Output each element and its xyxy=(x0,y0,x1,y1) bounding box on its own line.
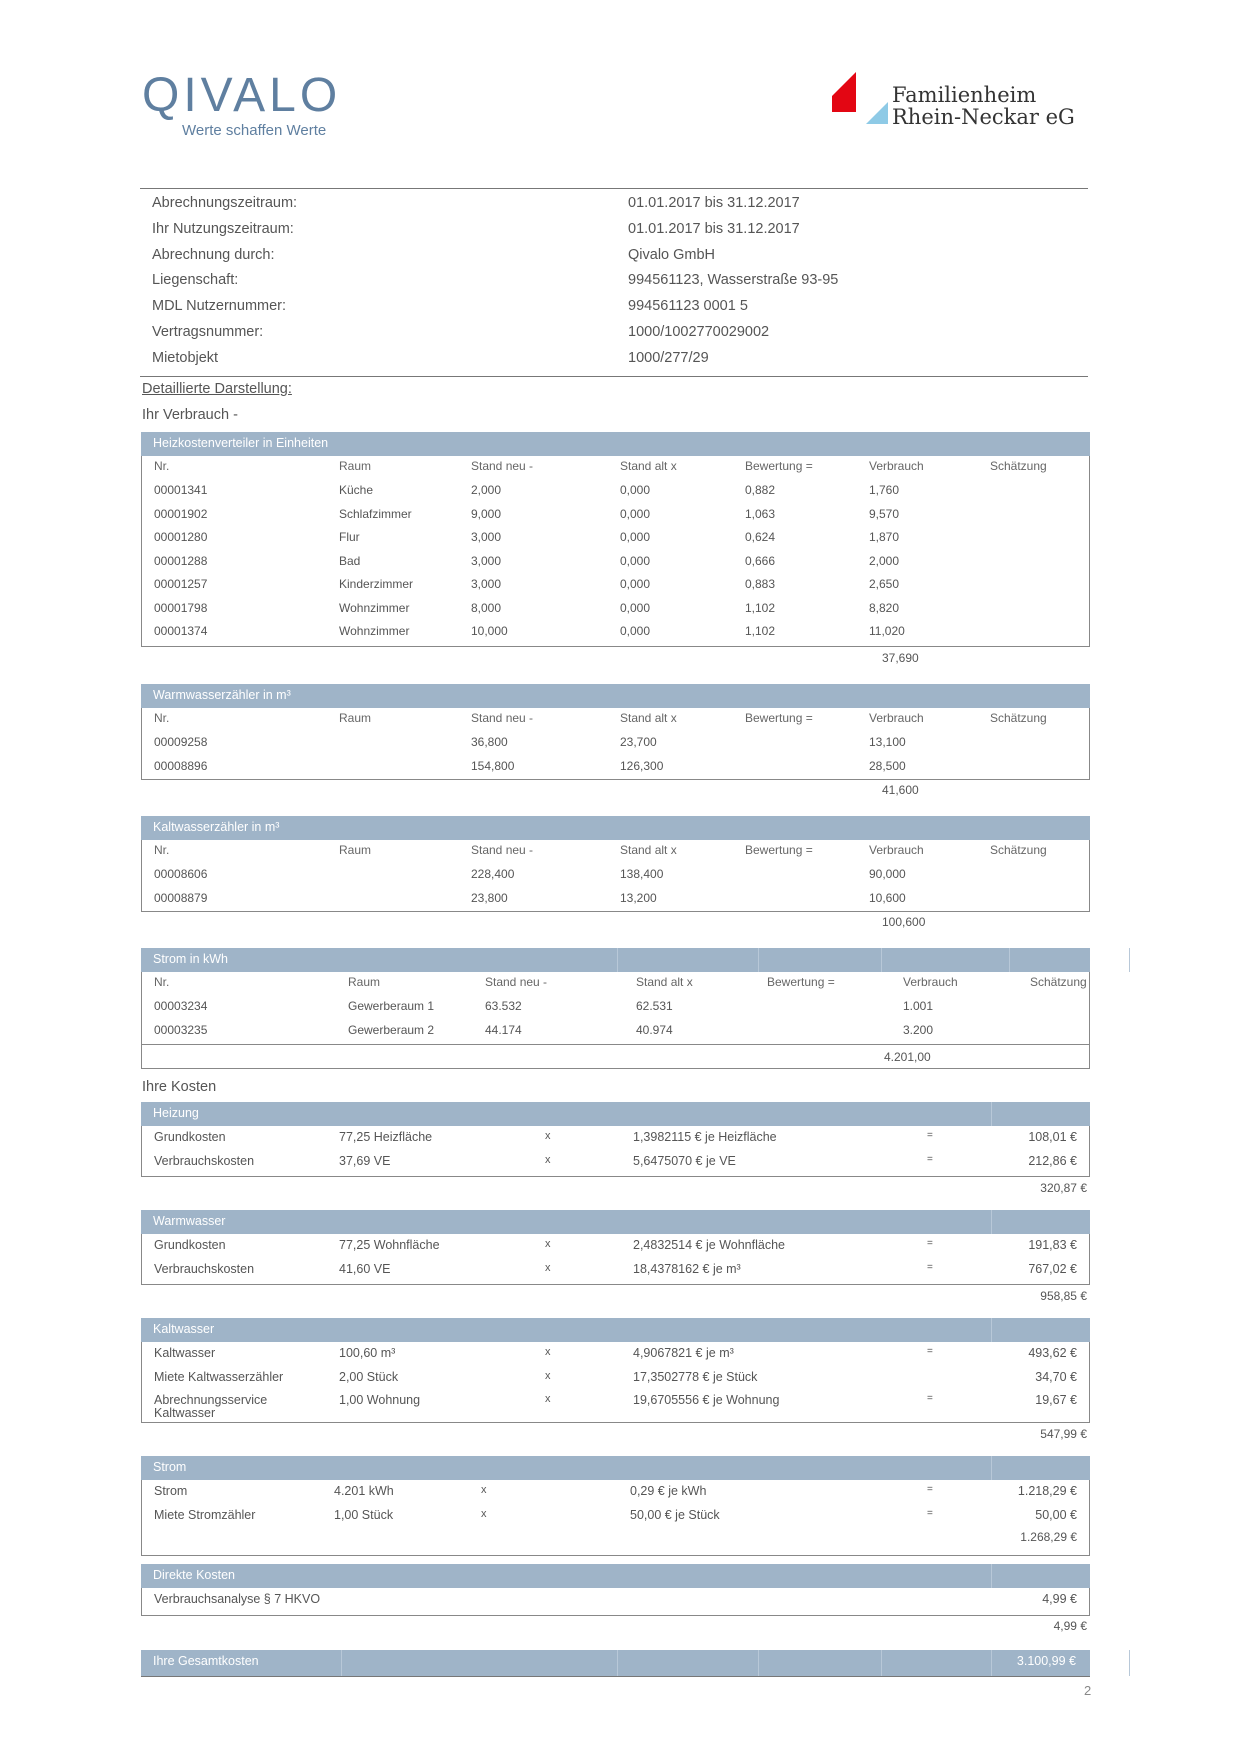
col-header-raum: Raum xyxy=(348,975,381,989)
k-direkt-amount: 4,99 € xyxy=(1042,1592,1077,1606)
gesamt-label: Ihre Gesamtkosten xyxy=(153,1654,259,1668)
info-label: Abrechnungszeitraum: xyxy=(152,195,298,211)
info-label: Vertragsnummer: xyxy=(152,323,264,340)
cost-times: x xyxy=(545,1238,551,1250)
col-header-sch: Schätzung xyxy=(1030,975,1087,989)
cell-neu: 154,800 xyxy=(471,758,515,773)
info-row xyxy=(140,243,1088,269)
k-heiz-table xyxy=(141,1126,1090,1177)
cost-row xyxy=(142,1259,1089,1281)
cell-raum: Schlafzimmer xyxy=(339,506,412,521)
cost-rate: 18,4378162 € je m³ xyxy=(633,1261,741,1276)
cell-alt: 23,700 xyxy=(620,735,657,749)
kosten-heading: Ihre Kosten xyxy=(142,1079,217,1095)
k-heiz-bar xyxy=(141,1102,1090,1126)
cell-nr: 00008606 xyxy=(154,867,208,881)
cost-rate: 4,9067821 € je m³ xyxy=(633,1346,734,1360)
cell-alt: 0,000 xyxy=(620,624,651,638)
col-header-nr: Nr. xyxy=(154,843,170,857)
info-label: MDL Nutzernummer: xyxy=(152,298,287,315)
detail-heading: Detaillierte Darstellung: xyxy=(142,381,292,397)
table-row xyxy=(142,574,1089,596)
cell-neu: 9,000 xyxy=(471,506,502,521)
cost-amount: 212,86 € xyxy=(1028,1153,1077,1168)
cell-alt: 138,400 xyxy=(620,867,664,881)
cell-neu: 23,800 xyxy=(471,890,508,905)
table-row xyxy=(142,598,1089,620)
k-strom-title: Strom xyxy=(153,1460,187,1474)
k-ww-bar xyxy=(141,1210,1090,1234)
cell-raum: Gewerberaum 1 xyxy=(348,999,435,1013)
table-row xyxy=(142,621,1089,643)
col-header-raum: Raum xyxy=(339,459,372,473)
cost-quantity: 41,60 VE xyxy=(339,1261,391,1276)
table-row xyxy=(142,480,1089,502)
cell-alt: 0,000 xyxy=(620,600,651,615)
cell-raum: Wohnzimmer xyxy=(339,600,410,615)
cell-nr: 00008879 xyxy=(154,890,208,905)
cell-neu: 36,800 xyxy=(471,735,508,749)
info-row xyxy=(140,294,1088,320)
table-row xyxy=(142,551,1089,573)
k-strom-total: 1.268,29 € xyxy=(1020,1530,1077,1544)
cell-neu: 10,000 xyxy=(471,624,508,638)
col-header-nr: Nr. xyxy=(154,975,170,989)
cell-verb: 1,870 xyxy=(869,530,900,544)
cost-name-line2: Kaltwasser xyxy=(154,1406,216,1420)
info-label: Abrechnung durch: xyxy=(152,246,275,263)
familienheim-line2: Rhein-Neckar eG xyxy=(892,105,1075,129)
cell-nr: 00003235 xyxy=(154,1022,208,1037)
cost-quantity: 1,00 Wohnung xyxy=(339,1393,421,1407)
table-row xyxy=(142,732,1089,754)
ww-title: Warmwasserzähler in m³ xyxy=(153,688,291,702)
cost-row xyxy=(142,1390,1089,1420)
cell-raum: Küche xyxy=(339,483,374,497)
cost-times: x xyxy=(545,1153,551,1166)
cell-nr: 00008896 xyxy=(154,758,208,773)
info-value: 994561123, Wasserstraße 93-95 xyxy=(628,272,839,289)
cell-bew: 0,882 xyxy=(745,483,776,497)
cell-alt: 0,000 xyxy=(620,506,651,521)
cost-name: Miete Stromzähler xyxy=(154,1507,256,1522)
cell-verb: 11,020 xyxy=(869,624,905,638)
cost-equals: = xyxy=(927,1393,933,1404)
cost-row xyxy=(142,1481,1089,1503)
cell-neu: 228,400 xyxy=(471,867,515,881)
k-direkt-title: Direkte Kosten xyxy=(153,1568,235,1582)
cost-quantity: 77,25 Heizfläche xyxy=(339,1130,433,1144)
gesamt-amount: 3.100,99 € xyxy=(1016,1654,1076,1668)
cost-quantity: 1,00 Stück xyxy=(334,1507,394,1522)
cell-nr: 00001341 xyxy=(154,483,208,497)
col-header-sch: Schätzung xyxy=(990,843,1047,857)
cost-amount: 50,00 € xyxy=(1035,1507,1077,1522)
cost-quantity: 4.201 kWh xyxy=(334,1484,394,1498)
cost-times: x xyxy=(481,1507,487,1520)
cost-rate: 0,29 € je kWh xyxy=(630,1484,707,1498)
cell-verb: 28,500 xyxy=(869,758,906,773)
col-header-raum: Raum xyxy=(339,711,372,725)
cell-neu: 3,000 xyxy=(471,553,502,568)
cell-alt: 0,000 xyxy=(620,553,651,568)
cost-amount: 493,62 € xyxy=(1028,1346,1077,1360)
table-row xyxy=(142,527,1089,549)
familienheim-line1: Familienheim xyxy=(892,83,1037,107)
table-row xyxy=(142,756,1089,778)
heiz-title: Heizkostenverteiler in Einheiten xyxy=(153,436,329,450)
cell-nr: 00003234 xyxy=(154,999,208,1013)
k-heiz-total: 320,87 € xyxy=(1040,1181,1087,1195)
cell-nr: 00001257 xyxy=(154,577,208,591)
info-value: 01.01.2017 bis 31.12.2017 xyxy=(628,220,800,237)
strom-meter-table xyxy=(141,972,1090,1069)
cost-row xyxy=(142,1151,1089,1173)
cost-name: Grundkosten xyxy=(154,1238,226,1252)
cost-rate: 5,6475070 € je VE xyxy=(633,1153,736,1168)
cell-alt: 126,300 xyxy=(620,758,664,773)
col-header-alt: Stand alt x xyxy=(636,975,693,989)
k-strom-bar xyxy=(141,1456,1090,1480)
cost-amount: 191,83 € xyxy=(1028,1238,1077,1252)
ww-table xyxy=(141,708,1090,780)
cell-nr: 00001902 xyxy=(154,506,208,521)
strom-meter-divider xyxy=(142,1044,1089,1045)
cost-rate: 2,4832514 € je Wohnfläche xyxy=(633,1238,785,1252)
cost-equals: = xyxy=(927,1507,933,1519)
info-value: Qivalo GmbH xyxy=(628,246,716,263)
qivalo-tagline: Werte schaffen Werte xyxy=(182,122,327,139)
cost-equals: = xyxy=(927,1153,933,1165)
cost-name: Kaltwasser xyxy=(154,1346,216,1360)
cost-name: Verbrauchskosten xyxy=(154,1261,255,1276)
k-kw-title: Kaltwasser xyxy=(153,1322,215,1336)
info-row xyxy=(140,191,1088,217)
cost-name: Strom xyxy=(154,1484,188,1498)
heiz-total: 37,690 xyxy=(882,651,919,665)
cost-rate: 17,3502778 € je Stück xyxy=(633,1369,758,1384)
k-ww-table xyxy=(141,1234,1090,1285)
cost-amount: 19,67 € xyxy=(1035,1393,1077,1407)
cell-verb: 2,650 xyxy=(869,577,900,591)
strom-meter-total: 4.201,00 xyxy=(884,1050,931,1064)
kw-bar xyxy=(141,816,1090,840)
col-header-sch: Schätzung xyxy=(990,711,1047,725)
col-header-neu: Stand neu - xyxy=(471,843,534,857)
cost-row xyxy=(142,1235,1089,1257)
cell-alt: 40.974 xyxy=(636,1022,673,1037)
info-value: 994561123 0001 5 xyxy=(628,298,748,315)
col-header-bew: Bewertung = xyxy=(745,459,813,473)
cell-nr: 00001798 xyxy=(154,600,208,615)
k-ww-title: Warmwasser xyxy=(153,1214,226,1228)
table-header-row xyxy=(142,840,1089,862)
k-direkt-table xyxy=(141,1588,1090,1616)
info-row xyxy=(140,268,1088,294)
k-direkt-row xyxy=(142,1589,1089,1611)
cell-neu: 44.174 xyxy=(485,1022,522,1037)
cell-raum: Bad xyxy=(339,553,361,568)
cell-neu: 3,000 xyxy=(471,530,502,544)
cell-nr: 00001288 xyxy=(154,553,208,568)
cost-amount: 767,02 € xyxy=(1028,1261,1077,1276)
heiz-bar xyxy=(141,432,1090,456)
cost-times: x xyxy=(545,1261,551,1274)
qivalo-logo-text: QIVALO xyxy=(142,69,342,122)
cost-quantity: 100,60 m³ xyxy=(339,1346,396,1360)
table-header-row xyxy=(142,456,1089,478)
info-block xyxy=(140,188,1088,377)
k-direkt-bar xyxy=(141,1564,1090,1588)
cell-verb: 8,820 xyxy=(869,600,900,615)
cell-verb: 10,600 xyxy=(869,890,906,905)
info-label: Mietobjekt xyxy=(152,349,219,366)
cell-bew: 0,666 xyxy=(745,553,776,568)
k-kw-total: 547,99 € xyxy=(1040,1427,1087,1441)
cell-alt: 0,000 xyxy=(620,483,651,497)
cell-raum: Flur xyxy=(339,530,360,544)
col-header-bew: Bewertung = xyxy=(745,843,813,857)
cost-times: x xyxy=(545,1369,551,1382)
col-header-alt: Stand alt x xyxy=(620,459,677,473)
cost-amount: 1.218,29 € xyxy=(1017,1484,1077,1498)
cell-nr: 00009258 xyxy=(154,735,208,749)
info-value: 01.01.2017 bis 31.12.2017 xyxy=(628,195,800,211)
cost-equals: = xyxy=(927,1346,933,1357)
page-number: 2 xyxy=(1084,1683,1092,1698)
k-kw-table xyxy=(141,1342,1090,1423)
k-strom-table xyxy=(141,1480,1090,1556)
k-ww-total: 958,85 € xyxy=(1040,1289,1087,1303)
cell-alt: 0,000 xyxy=(620,530,651,544)
col-header-neu: Stand neu - xyxy=(485,975,548,989)
gesamt-bar xyxy=(141,1650,1090,1677)
cost-quantity: 77,25 Wohnfläche xyxy=(339,1238,440,1252)
ww-total: 41,600 xyxy=(882,783,919,797)
cell-verb: 1,760 xyxy=(869,483,900,497)
cell-neu: 2,000 xyxy=(471,483,502,497)
cost-equals: = xyxy=(927,1130,933,1141)
table-row xyxy=(142,996,1089,1018)
cost-row xyxy=(142,1505,1089,1527)
table-row xyxy=(142,1020,1089,1042)
cost-amount: 34,70 € xyxy=(1035,1369,1077,1384)
cost-times: x xyxy=(545,1393,551,1405)
cell-verb: 2,000 xyxy=(869,553,900,568)
info-value: 1000/1002770029002 xyxy=(628,323,770,340)
cell-nr: 00001280 xyxy=(154,530,208,544)
kw-table xyxy=(141,840,1090,912)
col-header-verb: Verbrauch xyxy=(869,843,924,857)
col-header-neu: Stand neu - xyxy=(471,459,534,473)
info-row xyxy=(140,346,1088,372)
strom-meter-title: Strom in kWh xyxy=(153,952,229,966)
cell-bew: 1,102 xyxy=(745,600,776,615)
col-header-verb: Verbrauch xyxy=(869,459,924,473)
col-header-nr: Nr. xyxy=(154,459,170,473)
strom-meter-bar xyxy=(141,948,1090,972)
cell-alt: 0,000 xyxy=(620,577,651,591)
col-header-verb: Verbrauch xyxy=(869,711,924,725)
table-row xyxy=(142,504,1089,526)
cost-times: x xyxy=(545,1130,551,1142)
cost-equals: = xyxy=(927,1238,933,1249)
cell-bew: 0,624 xyxy=(745,530,776,544)
col-header-neu: Stand neu - xyxy=(471,711,534,725)
cost-name: Verbrauchskosten xyxy=(154,1153,255,1168)
info-label: Liegenschaft: xyxy=(152,272,239,289)
table-row xyxy=(142,888,1089,910)
col-header-alt: Stand alt x xyxy=(620,711,677,725)
qivalo-logo xyxy=(142,69,342,139)
k-direkt-name: Verbrauchsanalyse § 7 HKVO xyxy=(154,1592,321,1606)
cell-verb: 9,570 xyxy=(869,506,900,521)
col-header-nr: Nr. xyxy=(154,711,170,725)
cost-row xyxy=(142,1343,1089,1365)
house-logo-icon xyxy=(832,72,890,124)
table-row xyxy=(142,864,1089,886)
cost-times: x xyxy=(481,1484,487,1496)
cost-equals: = xyxy=(927,1484,933,1495)
info-row xyxy=(140,320,1088,346)
cell-verb: 90,000 xyxy=(869,867,906,881)
cell-neu: 63.532 xyxy=(485,999,522,1013)
cell-verb: 13,100 xyxy=(869,735,906,749)
cell-verb: 3.200 xyxy=(903,1022,934,1037)
table-header-row xyxy=(142,972,1089,994)
cost-quantity: 2,00 Stück xyxy=(339,1369,399,1384)
col-header-alt: Stand alt x xyxy=(620,843,677,857)
cost-amount: 108,01 € xyxy=(1028,1130,1077,1144)
cell-raum: Kinderzimmer xyxy=(339,577,414,591)
info-value: 1000/277/29 xyxy=(628,349,709,366)
cell-alt: 62.531 xyxy=(636,999,673,1013)
kw-title: Kaltwasserzähler in m³ xyxy=(153,820,280,834)
kw-total: 100,600 xyxy=(882,915,926,929)
cost-times: x xyxy=(545,1346,551,1358)
table-header-row xyxy=(142,708,1089,730)
cell-verb: 1.001 xyxy=(903,999,934,1013)
info-row xyxy=(140,217,1088,243)
cost-name: Grundkosten xyxy=(154,1130,226,1144)
info-label: Ihr Nutzungszeitraum: xyxy=(152,220,294,237)
cell-bew: 0,883 xyxy=(745,577,776,591)
k-heiz-title: Heizung xyxy=(153,1106,199,1120)
cost-name: Abrechnungsservice xyxy=(154,1393,268,1407)
cost-rate: 1,3982115 € je Heizfläche xyxy=(633,1130,777,1144)
cost-equals: = xyxy=(927,1261,933,1273)
cell-alt: 13,200 xyxy=(620,890,657,905)
cell-nr: 00001374 xyxy=(154,624,208,638)
cost-quantity: 37,69 VE xyxy=(339,1153,391,1168)
col-header-sch: Schätzung xyxy=(990,459,1047,473)
cell-neu: 8,000 xyxy=(471,600,502,615)
cell-raum: Wohnzimmer xyxy=(339,624,410,638)
col-header-verb: Verbrauch xyxy=(903,975,958,989)
col-header-raum: Raum xyxy=(339,843,372,857)
cell-raum: Gewerberaum 2 xyxy=(348,1022,435,1037)
cell-bew: 1,063 xyxy=(745,506,776,521)
col-header-bew: Bewertung = xyxy=(745,711,813,725)
k-kw-bar xyxy=(141,1318,1090,1342)
col-header-bew: Bewertung = xyxy=(767,975,835,989)
cost-rate: 50,00 € je Stück xyxy=(630,1507,720,1522)
cost-rate: 19,6705556 € je Wohnung xyxy=(633,1393,780,1407)
cost-row xyxy=(142,1127,1089,1149)
ww-bar xyxy=(141,684,1090,708)
cost-row xyxy=(142,1367,1089,1389)
familienheim-logo xyxy=(832,72,1075,129)
cell-neu: 3,000 xyxy=(471,577,502,591)
cell-bew: 1,102 xyxy=(745,624,776,638)
verbrauch-heading: Ihr Verbrauch - xyxy=(142,407,238,423)
cost-name: Miete Kaltwasserzähler xyxy=(154,1369,284,1384)
k-direkt-total: 4,99 € xyxy=(1053,1619,1087,1633)
heiz-table xyxy=(141,456,1090,647)
